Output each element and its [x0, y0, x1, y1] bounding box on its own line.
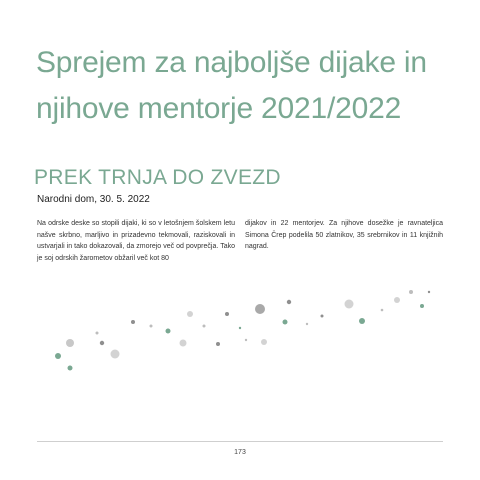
- dot: [111, 350, 120, 359]
- dot: [420, 304, 424, 308]
- dot: [131, 320, 135, 324]
- section-title: PREK TRNJA DO ZVEZD: [34, 166, 281, 189]
- dot: [283, 320, 288, 325]
- dot: [345, 300, 354, 309]
- dot: [166, 329, 171, 334]
- dot: [428, 291, 430, 293]
- dot: [150, 325, 153, 328]
- dot: [394, 297, 400, 303]
- dot: [68, 366, 73, 371]
- dot: [216, 342, 220, 346]
- paragraph-right: dijakov in 22 mentorjev. Za njihove dosežke je ravnateljica Simona Črep podelila 50 zlatnikov, 35 srebrnikov in 11 knjižnih nagrad.: [245, 220, 443, 251]
- dot: [359, 318, 365, 324]
- dot: [255, 304, 265, 314]
- dot: [409, 290, 413, 294]
- paragraph-left: Na odrske deske so stopili dijaki, ki so v letošnjem šolskem letu našve skrbno, marljivo in prizadevno tekmovali, raziskovali in ustvarjali in tako dokazovali, da zmorejo več od povprečja. Tako je soj odrskih žarometov obžaril več kot 80: [37, 220, 235, 262]
- dot: [180, 340, 187, 347]
- dot: [306, 323, 308, 325]
- dot: [96, 332, 99, 335]
- dot: [245, 339, 247, 341]
- dot: [261, 339, 267, 345]
- dot: [239, 327, 241, 329]
- dot: [100, 341, 104, 345]
- dot: [55, 353, 61, 359]
- dot: [66, 339, 74, 347]
- dot: [225, 312, 229, 316]
- page-title: [36, 40, 456, 132]
- event-subtitle: Narodni dom, 30. 5. 2022: [37, 194, 150, 205]
- dot: [187, 311, 193, 317]
- dot: [203, 325, 206, 328]
- dot: [287, 300, 291, 304]
- dot: [321, 315, 324, 318]
- page-number: 173: [234, 449, 246, 456]
- footer-divider: [37, 441, 443, 442]
- page-title-line-2: njihove mentorje 2021/2022: [36, 92, 402, 125]
- decorative-dots: [0, 280, 480, 380]
- page-title-line-1: Sprejem za najboljše dijake in: [36, 46, 427, 79]
- dot: [381, 309, 384, 312]
